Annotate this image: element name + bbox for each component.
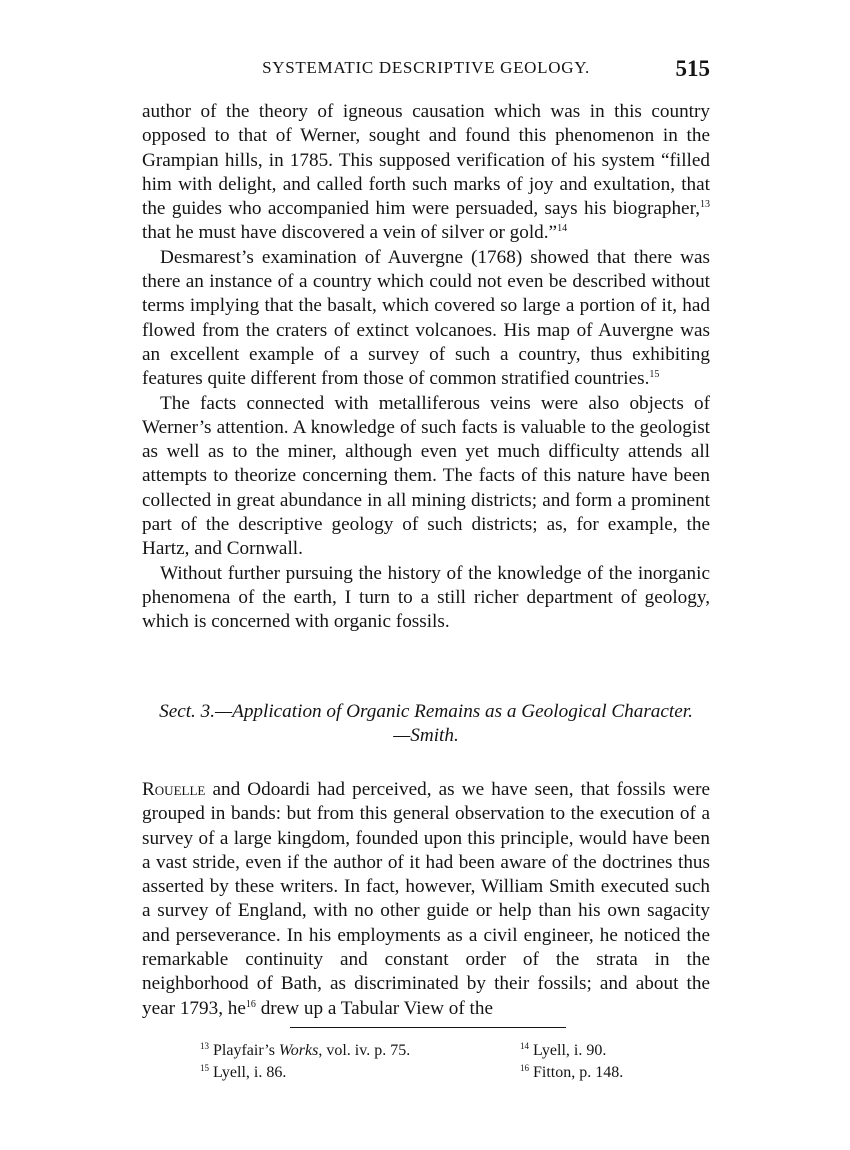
paragraph-3: The facts connected with metalliferous veins were also objects of Werner’s attention. A knowledge of such facts is valuable to the geologist as well as to the miner, although even yet much difficulty attends all attempts to theorize concerning them. The facts of this nature have been collected in great abundance in all mining districts; and form a prominent part of the descriptive geology of such districts; as, for example, the Hartz, and Cornwall. (142, 392, 710, 560)
footnote-13: $^{13}$ Playfair’s Works, vol. iv. p. 75. (200, 1041, 411, 1059)
running-title: SYSTEMATIC DESCRIPTIVE GEOLOGY. (262, 58, 590, 77)
footnote-15: $^{15}$ Lyell, i. 86. (200, 1063, 287, 1081)
paragraph-5: Rouelle and Odoardi had perceived, as we have seen, that fossils were grouped in bands: but from this general observation to the execution of a survey of a large kingdom, founded upon this principle, would have been a vast stride, even if the author of it had been aware of the doctrines thus asserted by these writers. In fact, however, William Smith executed such a survey of England, with no other guide or help than his own sagacity and perseverance. In his employments as a civil engineer, he noticed the remarkable continuity and constant order of the strata in the neighborhood of Bath, as discriminated by their fossils; and about the year 1793, $he^{16}$ drew up a Tabular View of the (142, 779, 710, 1019)
section-heading-line-2: —Smith. (393, 725, 459, 746)
page-number: 515 (675, 56, 710, 81)
footnote-divider (290, 1027, 566, 1028)
section-heading (142, 700, 710, 748)
footnote-ref-14[interactable]: 14 (557, 223, 568, 235)
footnote-ref-15[interactable]: 15 (649, 369, 660, 381)
main-text-upper (142, 100, 710, 635)
main-text-lower (142, 778, 710, 1021)
footnotes (200, 1040, 660, 1084)
footnote-16: $^{16}$ Fitton, p. 148. (520, 1063, 624, 1081)
lead-word: Rouelle (142, 779, 206, 800)
paragraph-4: Without further pursuing the history of the knowledge of the inorganic phenomena of the earth, I turn to a still richer department of geology, which is concerned with organic fossils. (142, 562, 710, 633)
footnote-ref-16[interactable]: 16 (245, 998, 256, 1010)
footnote-ref-13[interactable]: 13 (700, 199, 710, 211)
footnote-14: $^{14}$ Lyell, i. 90. (520, 1041, 607, 1059)
section-heading-line-1: Sect. 3.—Application of Organic Remains as a Geological Character. (159, 701, 693, 722)
running-header (142, 58, 710, 88)
paragraph-1: author of the theory of igneous causation which was in this country opposed to that of Werner, sought and found this phenomenon in the Grampian hills, in 1785. This supposed verification of his system “filled him with delight, and called forth such marks of joy and exultation, that the guides who accompanied him were persuaded, says his biographer,$^{13}$ that he must have discovered a vein of silver or gold.”$^{14}$ (142, 101, 710, 244)
paragraph-2: Desmarest’s examination of Auvergne (1768) showed that there was there an instance of a country which could not even be described without terms implying that the basalt, which covered so large a portion of it, had flowed from the craters of extinct volcanoes. His map of Auvergne was an excellent example of a survey of such a country, thus exhibiting features quite different from those of common stratified countries.$^{15}$ (142, 246, 710, 390)
